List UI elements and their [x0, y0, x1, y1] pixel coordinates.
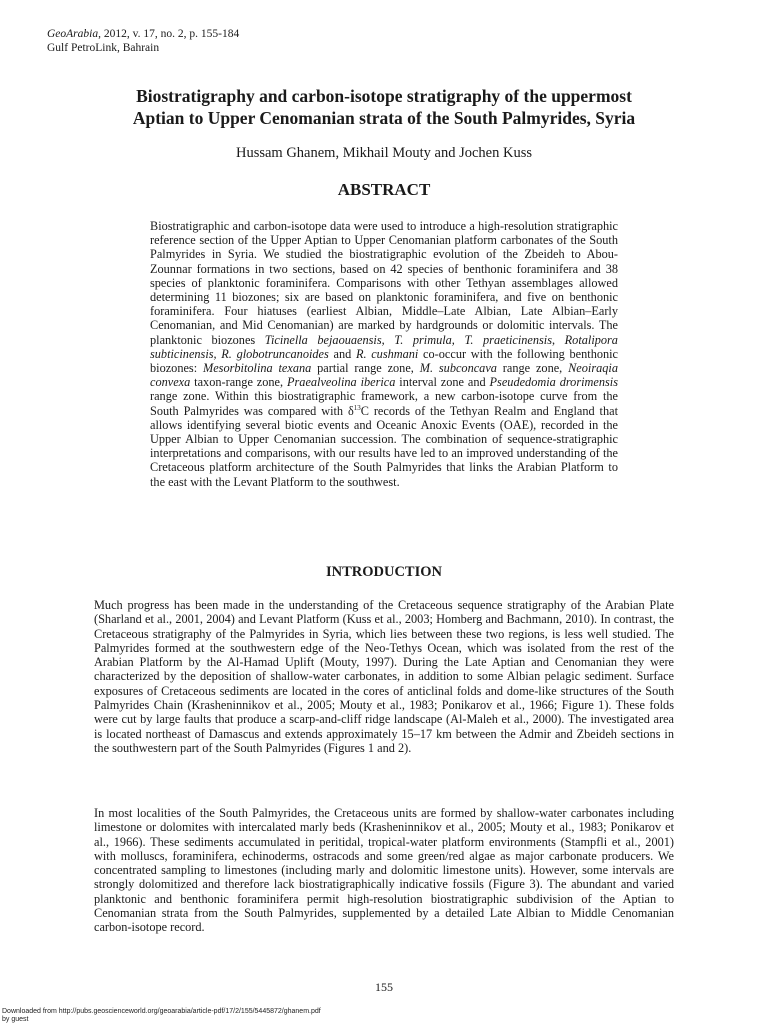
intro-paragraph-2: In most localities of the South Palmyrides, the Cretaceous units are formed by shallow-water carbonates including limestone or dolomites with intercalated marly beds (Krasheninnikov et al., 2005; Mouty et al., 1983; Ponikarov et al., 1966). These sediments accumulated in peritidal, tropical-water platform environments (Stampfli et al., 2001) with molluscs, foraminifera, echinoderms, ostracods and some green/red algae as major carbonate producers. We concentrated sampling to limestones (including marly and dolomitic limestone units). However, some intervals are strongly dolomitized and therefore lack biostratigraphically indicative fossils (Figure 3). The abundant and varied planktonic and benthonic foraminifera permit high-resolution biostratigraphic subdivision of the Aptian to Cenomanian strata from the South Palmyrides, supplemented by a detailed Late Albian to Middle Cenomanian carbon-isotope record. [94, 806, 674, 935]
introduction-heading: INTRODUCTION [325, 564, 442, 580]
citation-line [47, 28, 239, 42]
journal-name: GeoArabia [47, 28, 99, 40]
download-footer [2, 1008, 321, 1024]
title-line-2: Aptian to Upper Cenomanian strata of the South Palmyrides, Syria [132, 107, 636, 128]
page-number: 155 [375, 980, 393, 994]
citation-details: , 2012, v. 17, no. 2, p. 155-184 [98, 28, 240, 40]
download-guest-line: by guest [2, 1016, 29, 1023]
title-line-1: Biostratigraphy and carbon-isotope stratigraphy of the uppermost [136, 86, 632, 106]
publisher-line: Gulf PetroLink, Bahrain [47, 41, 160, 54]
paper-title [90, 86, 678, 129]
abstract-text: Biostratigraphic and carbon-isotope data were used to introduce a high-resolution stratigraphic reference section of the Upper Aptian to Upper Cenomanian platform carbonates of the South Palmyrides in Syria. We studied the biostratigraphic evolution of the Zbeideh to Abou-Zounnar formations in two sections, based on 42 species of benthonic foraminifera and 38 species of planktonic foraminifera. Comparisons with other Tethyan assemblages allowed determining 11 biozones; six are based on planktonic foraminifera, and five on benthonic foraminifera. Four hiatuses (earliest Albian, Middle–Late Albian, Late Albian–Early Cenomanian, and Mid Cenomanian) are marked by hardgrounds or dolomitic intervals. The planktonic biozones Ticinella bejaouaensis, T. primula, T. praeticinensis, Rotalipora subticinensis, R. globotruncanoides and R. cushmani co-occur with the following benthonic biozones: Mesorbitolina texana partial range zone, M. subconcava range zone, Neoiraqia convexa taxon-range zone, Praealveolina iberica interval zone and Pseudedomia drorimensis range zone. Within this biostratigraphic framework, a new carbon-isotope curve from the South Palmyrides was compared with $\delta^{13}C$ records of the Tethyan Realm and England that allows identifying several biotic events and Oceanic Anoxic Events (OAE), recorded in the Upper Albian to Upper Cenomanian succession. The combination of sequence-stratigraphic interpretations and comparisons, with our results have led to an improved understanding of the Cretaceous platform architecture of the South Palmyrides that links the Arabian Platform to the east with the Levant Platform to the southwest. [150, 219, 619, 489]
download-url-line: Downloaded from http://pubs.geoscienceworld.org/geoarabia/article-pdf/17/2/155/5445872/ghanem.pdf [2, 1008, 321, 1015]
journal-header [47, 28, 239, 55]
author-list: Hussam Ghanem, Mikhail Mouty and Jochen Kuss [235, 145, 532, 161]
abstract-heading: ABSTRACT [337, 180, 431, 199]
intro-paragraph-1: Much progress has been made in the understanding of the Cretaceous sequence stratigraphy of the Arabian Plate (Sharland et al., 2001, 2004) and Levant Platform (Kuss et al., 2003; Homberg and Bachmann, 2010). In contrast, the Cretaceous stratigraphy of the Palmyrides in Syria, which lies between these two regions, is less well studied. The Palmyrides formed at the southwestern edge of the Neo-Tethys Ocean, which was isolated from the rest of the Arabian Platform by the Al-Hamad Uplift (Mouty, 1997). During the Late Aptian and Cenomanian they were characterized by the deposition of shallow-water carbonates, in addition to some Albian pelagic sediment. Surface exposures of Cretaceous sediments are located in the cores of anticlinal folds and dome-like structures of the South Palmyrides Chain (Krasheninnikov et al., 2005; Mouty et al., 1983; Ponikarov et al., 1966; Figure 1). These folds were cut by large faults that produce a scarp-and-cliff ridge landscape (Al-Maleh et al., 2000). The investigated area is located northeast of Damascus and extends approximately 15–17 km between the Admir and Zbeideh sections in the southwestern part of the South Palmyrides (Figures 1 and 2). [94, 598, 674, 755]
